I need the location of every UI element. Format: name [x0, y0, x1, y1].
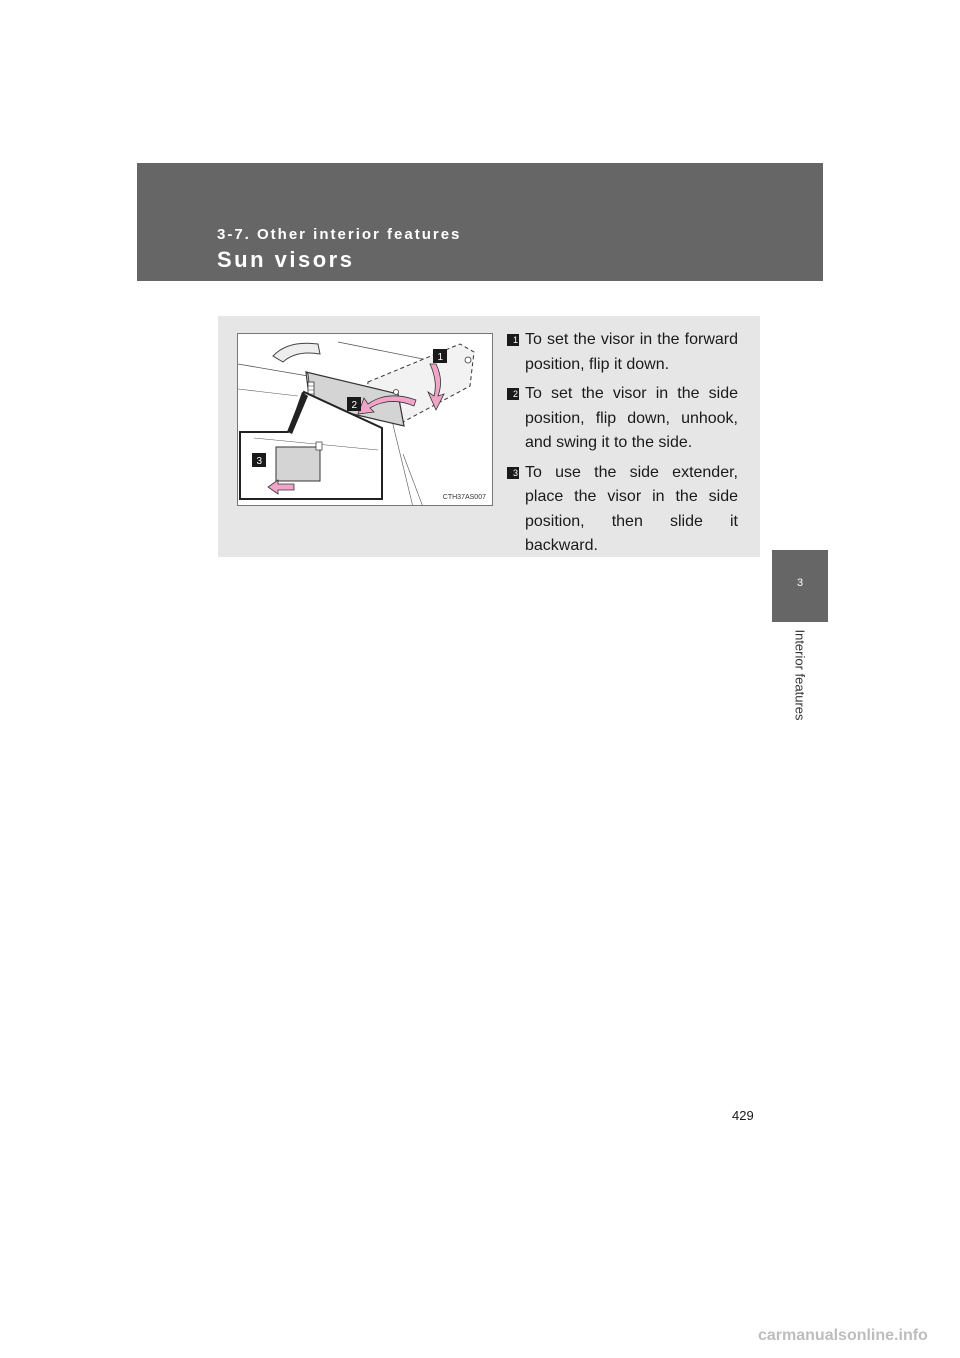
chapter-number: 3: [796, 577, 804, 589]
step-item: [505, 461, 738, 559]
callout-3: 3: [256, 456, 262, 467]
figure-code: CTH37AS007: [442, 494, 486, 501]
section-header: [137, 163, 823, 281]
sun-visor-illustration: [237, 333, 493, 506]
step-text: To use the side extender, place the visor in the side position, then slide it backward.: [525, 463, 738, 554]
step-item: [505, 328, 738, 377]
sun-visor-drawing: [238, 334, 493, 506]
step-text: To set the visor in the forward position, flip it down.: [525, 331, 738, 373]
callout-2: 2: [351, 400, 357, 411]
step-badge: 2: [507, 388, 519, 400]
page-title: Sun visors: [217, 247, 355, 272]
section-label: 3-7. Other interior features: [217, 226, 462, 243]
chapter-label: Interior features: [792, 629, 808, 721]
content-box: [218, 316, 760, 557]
callout-1: 1: [437, 352, 443, 363]
page-number: 429: [732, 1108, 754, 1123]
chapter-tab: [772, 550, 828, 622]
watermark[interactable]: carmanualsonline.info: [758, 1327, 928, 1344]
step-badge: 1: [507, 334, 519, 346]
step-text: To set the visor in the side position, flip down, unhook, and swing it to the side.: [525, 385, 738, 451]
step-badge: 3: [507, 467, 519, 479]
step-list: [505, 328, 738, 564]
step-item: [505, 382, 738, 456]
